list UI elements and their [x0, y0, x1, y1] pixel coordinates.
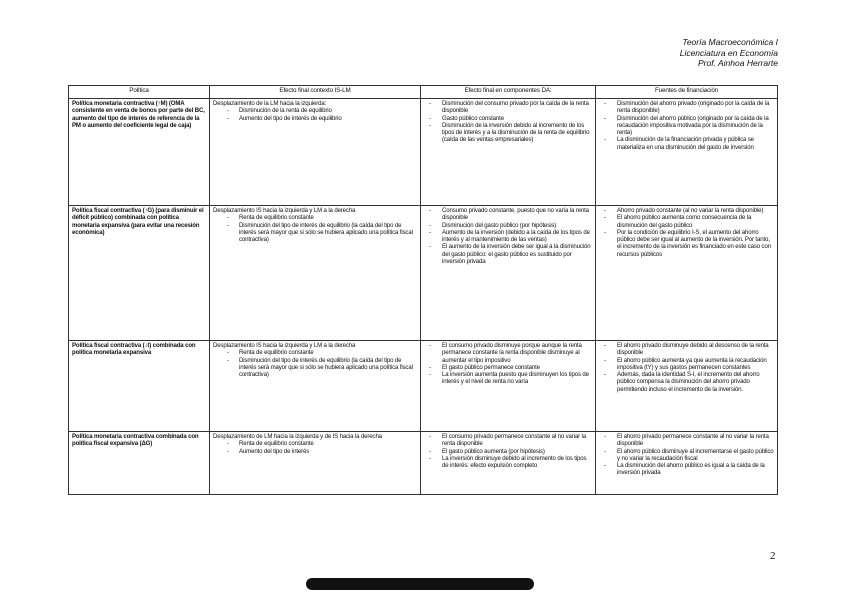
header-course: Teoría Macroeconómica I — [682, 37, 778, 47]
redaction-mark — [306, 578, 534, 590]
financing-item: - El ahorro privado disminuye debido al descenso de la renta disponible — [599, 342, 774, 357]
table-header-row — [69, 86, 778, 99]
da-item: - El gasto público aumenta (por hipótesis) — [424, 448, 592, 455]
table-row — [69, 206, 778, 341]
da-item: - El gasto público permanece constante — [424, 364, 592, 371]
financing-cell — [596, 341, 778, 432]
islm-item: - Disminución de la renta de equilibrio — [213, 107, 417, 114]
islm-cell — [210, 99, 421, 206]
financing-item: - La disminución de la financiación privada y pública se materializa en una disminución del gasto de inversión — [599, 136, 774, 151]
da-item: - El consumo privado permanece constante al no variar la renta disponible — [424, 433, 592, 448]
document-header — [680, 37, 778, 69]
da-item: - Disminución del consumo privado por la caída de la renta disponible — [424, 100, 592, 115]
islm-cell — [210, 432, 421, 495]
financing-item: - El ahorro público aumenta ya que aumenta la recaudación impositiva (tY) y sus gastos permanecen constantes — [599, 357, 774, 372]
da-cell — [421, 341, 596, 432]
da-item: - Disminución del gasto público (por hipótesis) — [424, 222, 592, 229]
da-item: - Aumento de la inversión (debido a la caída de los tipos de interés y al mantenimiento de las ventas) — [424, 229, 592, 244]
policy-table — [68, 85, 778, 495]
financing-item: - La disminución del ahorro público es igual a la caída de la inversión privada — [599, 462, 774, 477]
financing-item: - El ahorro público disminuye al incrementarse el gasto público y no variar la recaudación fiscal — [599, 448, 774, 463]
table-row — [69, 432, 778, 495]
islm-intro: Desplazamiento IS hacia la izquierda y LM a la derecha — [213, 342, 356, 349]
islm-intro: Desplazamiento de LM hacia la izquierda y de IS hacia la derecha — [213, 433, 382, 440]
islm-cell — [210, 206, 421, 341]
financing-item: - Disminución del ahorro público (originado por la caída de la recaudación impositiva motivada por la disminución de la renta) — [599, 115, 774, 137]
da-cell — [421, 99, 596, 206]
da-item: - El consumo privado disminuye porque aunque la renta permanece constante la renta disponible disminuye al aumentar el tipo impositivo — [424, 342, 592, 364]
islm-item: - Renta de equilibrio constante — [213, 214, 417, 221]
header-financing: Fuentes de financiación — [596, 86, 778, 99]
da-cell — [421, 432, 596, 495]
header-professor: Prof. Ainhoa Herrarte — [698, 58, 778, 68]
da-item: - El aumento de la inversión debe ser igual a la disminución del gasto público: el gasto público es sustituido por inversión privada — [424, 243, 592, 265]
financing-cell — [596, 99, 778, 206]
islm-item: - Disminución del tipo de interés de equilibrio (la caída del tipo de interés será mayor que si sólo se hubiera aplicado una política fiscal contractiva) — [213, 222, 417, 244]
header-degree: Licenciatura en Economía — [679, 47, 778, 58]
financing-item: - El ahorro privado permanece constante al no variar la renta disponible — [599, 433, 774, 448]
islm-cell — [210, 341, 421, 432]
policy-cell: Política fiscal contractiva (↑G) (para disminuir el déficit público) combinada con política monetaria expansiva (para evitar una recesión económica) — [69, 206, 210, 341]
financing-cell — [596, 206, 778, 341]
financing-cell — [596, 432, 778, 495]
header-da: Efecto final en componentes DA: — [421, 86, 596, 99]
financing-item: - Disminución del ahorro privado (originado por la caída de la renta disponible) — [599, 100, 774, 115]
da-item: - Consumo privado constante, puesto que no varía la renta disponible — [424, 207, 592, 222]
islm-item: - Aumento del tipo de interés — [213, 448, 417, 455]
da-item: - La inversión disminuye debido al incremento de los tipos de interés: efecto expulsión completo — [424, 455, 592, 470]
table-row — [69, 99, 778, 206]
financing-item: - Ahorro privado constante (al no variar la renta disponible) — [599, 207, 774, 214]
islm-item: - Aumento del tipo de interés de equilibrio — [213, 115, 417, 122]
da-cell — [421, 206, 596, 341]
islm-intro: Desplazamiento IS hacia la izquierda y LM a la derecha — [213, 207, 356, 214]
islm-item: - Renta de equilibrio constante — [213, 349, 417, 356]
financing-item: - El ahorro público aumenta como consecuencia de la disminución del gasto público — [599, 214, 774, 229]
financing-item: - Por la condición de equilibrio I-S, el aumento del ahorro público debe ser igual al aumento de la inversión. Por tanto, el incremento de la inversión es financiado en este caso con recursos públicos — [599, 229, 774, 258]
islm-intro: Desplazamiento de la LM hacia la izquierda: — [213, 100, 327, 107]
da-item: - Disminución de la inversión debido al incremento de los tipos de interés y a la disminución de la renta de equilibrio (caída de las ventas empresariales) — [424, 122, 592, 144]
policy-cell: Política monetaria contractiva (↑M) (OMA consistente en venta de bonos por parte del BC, aumento del tipo de interés de referencia de la PM o aumento del coeficiente legal de caja) — [69, 99, 210, 206]
da-item: - La inversión aumenta puesto que disminuyen los tipos de interés y el nivel de renta no varía — [424, 371, 592, 386]
policy-cell: Política fiscal contractiva (↓t) combinada con política monetaria expansiva — [69, 341, 210, 432]
header-policy: Política — [69, 86, 210, 99]
page-number: 2 — [770, 550, 776, 562]
da-item: - Gasto público constante — [424, 115, 592, 122]
islm-item: - Disminución del tipo de interés de equilibrio (la caída del tipo de interés será mayor que si sólo se hubiera aplicado una política fiscal contractiva) — [213, 357, 417, 379]
table-row — [69, 341, 778, 432]
financing-item: - Además, dada la identidad S-I, el incremento del ahorro público compensa la disminución del ahorro privado permitiendo incluso el incremento de la inversión. — [599, 371, 774, 393]
islm-item: - Renta de equilibrio constante — [213, 440, 417, 447]
policy-cell: Política monetaria contractiva combinada con política fiscal expansiva (ΔG) — [69, 432, 210, 495]
header-islm: Efecto final contexto IS-LM — [210, 86, 421, 99]
